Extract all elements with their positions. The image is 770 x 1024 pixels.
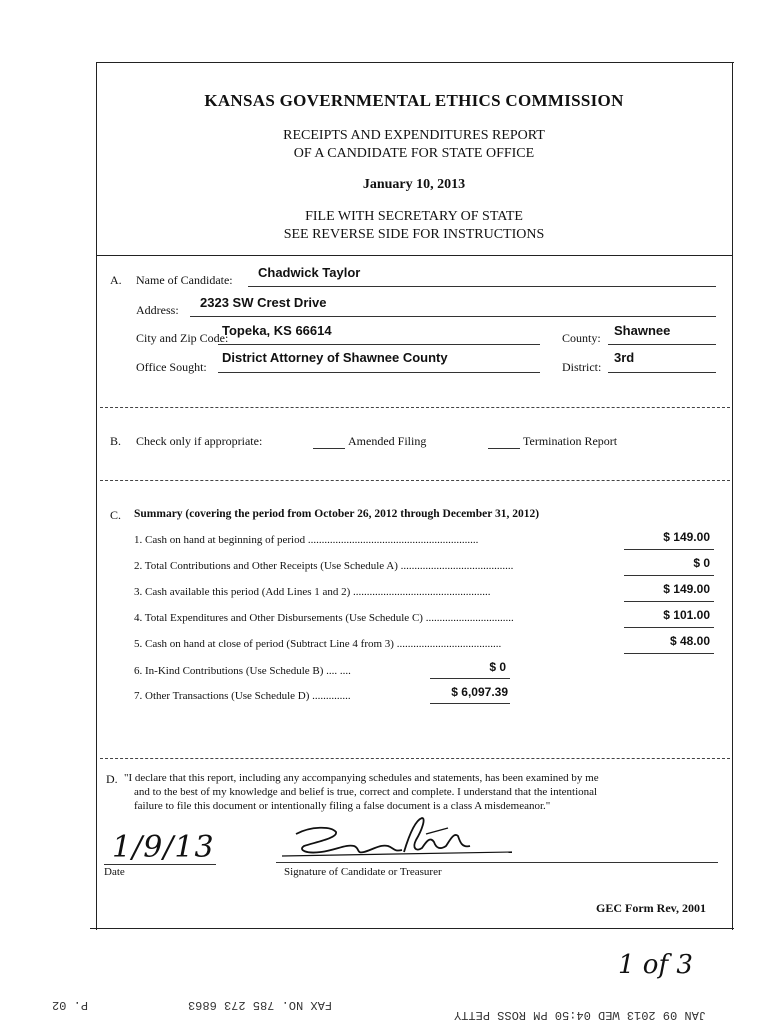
office-sought-value: District Attorney of Shawnee County bbox=[222, 350, 448, 365]
section-b-divider bbox=[100, 480, 730, 481]
form-revision: GEC Form Rev, 2001 bbox=[596, 901, 706, 915]
summary-line-6-amount: $ 0 bbox=[489, 660, 506, 674]
report-title-line1: RECEIPTS AND EXPENDITURES REPORT bbox=[283, 128, 545, 143]
address-label: Address: bbox=[136, 303, 179, 317]
section-c-letter: C. bbox=[110, 508, 122, 522]
section-c-divider bbox=[100, 758, 730, 759]
handwritten-page-note: 1 of 3 bbox=[618, 950, 693, 980]
frame-bottom bbox=[90, 928, 734, 929]
summary-line-3-rule bbox=[624, 601, 714, 602]
termination-report-label: Termination Report bbox=[523, 434, 618, 448]
summary-line-2-label: 2. Total Contributions and Other Receipts (Use Schedule A) ......................................... bbox=[134, 560, 514, 572]
summary-line-4-amount: $ 101.00 bbox=[663, 608, 710, 622]
summary-line-4-rule bbox=[624, 627, 714, 628]
date-underline bbox=[104, 864, 216, 865]
fax-header-timestamp: JAN 09 2013 WED 04:50 PM ROSS PETTY bbox=[454, 1008, 707, 1022]
summary-line-2-amount: $ 0 bbox=[693, 556, 710, 570]
header-divider bbox=[96, 255, 732, 256]
check-appropriate-label: Check only if appropriate: bbox=[136, 434, 263, 448]
summary-line-5-label: 5. Cash on hand at close of period (Subtract Line 4 from 3) ...................................... bbox=[134, 638, 502, 650]
handwritten-date: 1/9/13 bbox=[112, 830, 215, 865]
summary-line-5-amount: $ 48.00 bbox=[669, 634, 710, 648]
summary-line-7-amount: $ 6,097.39 bbox=[451, 685, 508, 699]
declaration-line-3: failure to file this document or intentionally filing a false document is a class A misdemeanor." bbox=[134, 800, 551, 812]
office-sought-underline bbox=[218, 372, 540, 373]
address-underline bbox=[190, 316, 716, 317]
district-label: District: bbox=[562, 360, 602, 374]
termination-report-checkbox[interactable] bbox=[488, 448, 520, 449]
summary-line-3-label: 3. Cash available this period (Add Lines 1 and 2) .................................................. bbox=[134, 586, 491, 598]
section-a-letter: A. bbox=[110, 273, 122, 287]
signature-image bbox=[276, 812, 516, 872]
summary-line-1-rule bbox=[624, 549, 714, 550]
amended-filing-checkbox[interactable] bbox=[313, 448, 345, 449]
city-zip-value: Topeka, KS 66614 bbox=[222, 323, 332, 338]
summary-line-2-rule bbox=[624, 575, 714, 576]
candidate-name-value: Chadwick Taylor bbox=[258, 265, 361, 280]
district-value: 3rd bbox=[614, 350, 635, 365]
frame-top bbox=[96, 62, 734, 63]
fax-header-number: FAX NO. 785 273 6863 bbox=[188, 998, 333, 1012]
candidate-name-underline bbox=[248, 286, 716, 287]
summary-title: Summary (covering the period from October 26, 2012 through December 31, 2012) bbox=[134, 508, 540, 520]
file-instruction-line2: SEE REVERSE SIDE FOR INSTRUCTIONS bbox=[283, 227, 545, 242]
summary-line-7-label: 7. Other Transactions (Use Schedule D) .............. bbox=[134, 690, 351, 702]
district-underline bbox=[608, 372, 716, 373]
section-d-letter: D. bbox=[106, 772, 118, 786]
agency-title: KANSAS GOVERNMENTAL ETHICS COMMISSION bbox=[204, 91, 624, 110]
county-label: County: bbox=[562, 331, 601, 345]
fax-header-page: P. 02 bbox=[52, 998, 89, 1012]
county-underline bbox=[608, 344, 716, 345]
summary-line-1-amount: $ 149.00 bbox=[663, 530, 710, 544]
section-b-letter: B. bbox=[110, 434, 122, 448]
declaration-line-1: "I declare that this report, including any accompanying schedules and statements, has been examined by me bbox=[124, 772, 599, 784]
amended-filing-label: Amended Filing bbox=[348, 434, 427, 448]
city-zip-label: City and Zip Code: bbox=[136, 331, 229, 345]
office-sought-label: Office Sought: bbox=[136, 360, 207, 374]
county-value: Shawnee bbox=[614, 323, 671, 338]
summary-line-6-label: 6. In-Kind Contributions (Use Schedule B) .... .... bbox=[134, 665, 351, 677]
section-a-divider bbox=[100, 407, 730, 408]
frame-right bbox=[732, 62, 733, 930]
file-instruction-line1: FILE WITH SECRETARY OF STATE bbox=[305, 209, 523, 224]
address-value: 2323 SW Crest Drive bbox=[200, 295, 327, 310]
declaration-line-2: and to the best of my knowledge and belief is true, correct and complete. I understand that the intentional bbox=[134, 786, 598, 798]
summary-line-4-label: 4. Total Expenditures and Other Disbursements (Use Schedule C) ................................ bbox=[134, 612, 514, 624]
candidate-name-label: Name of Candidate: bbox=[136, 273, 233, 287]
signature-label: Signature of Candidate or Treasurer bbox=[284, 866, 442, 878]
city-zip-underline bbox=[218, 344, 540, 345]
report-title-line2: OF A CANDIDATE FOR STATE OFFICE bbox=[293, 146, 535, 161]
date-label: Date bbox=[104, 866, 125, 878]
signature-underline bbox=[276, 862, 718, 863]
summary-line-6-rule bbox=[430, 678, 510, 679]
summary-line-5-rule bbox=[624, 653, 714, 654]
summary-line-3-amount: $ 149.00 bbox=[663, 582, 710, 596]
summary-line-7-rule bbox=[430, 703, 510, 704]
summary-line-1-label: 1. Cash on hand at beginning of period .............................................................. bbox=[134, 534, 479, 546]
report-date: January 10, 2013 bbox=[362, 177, 466, 192]
